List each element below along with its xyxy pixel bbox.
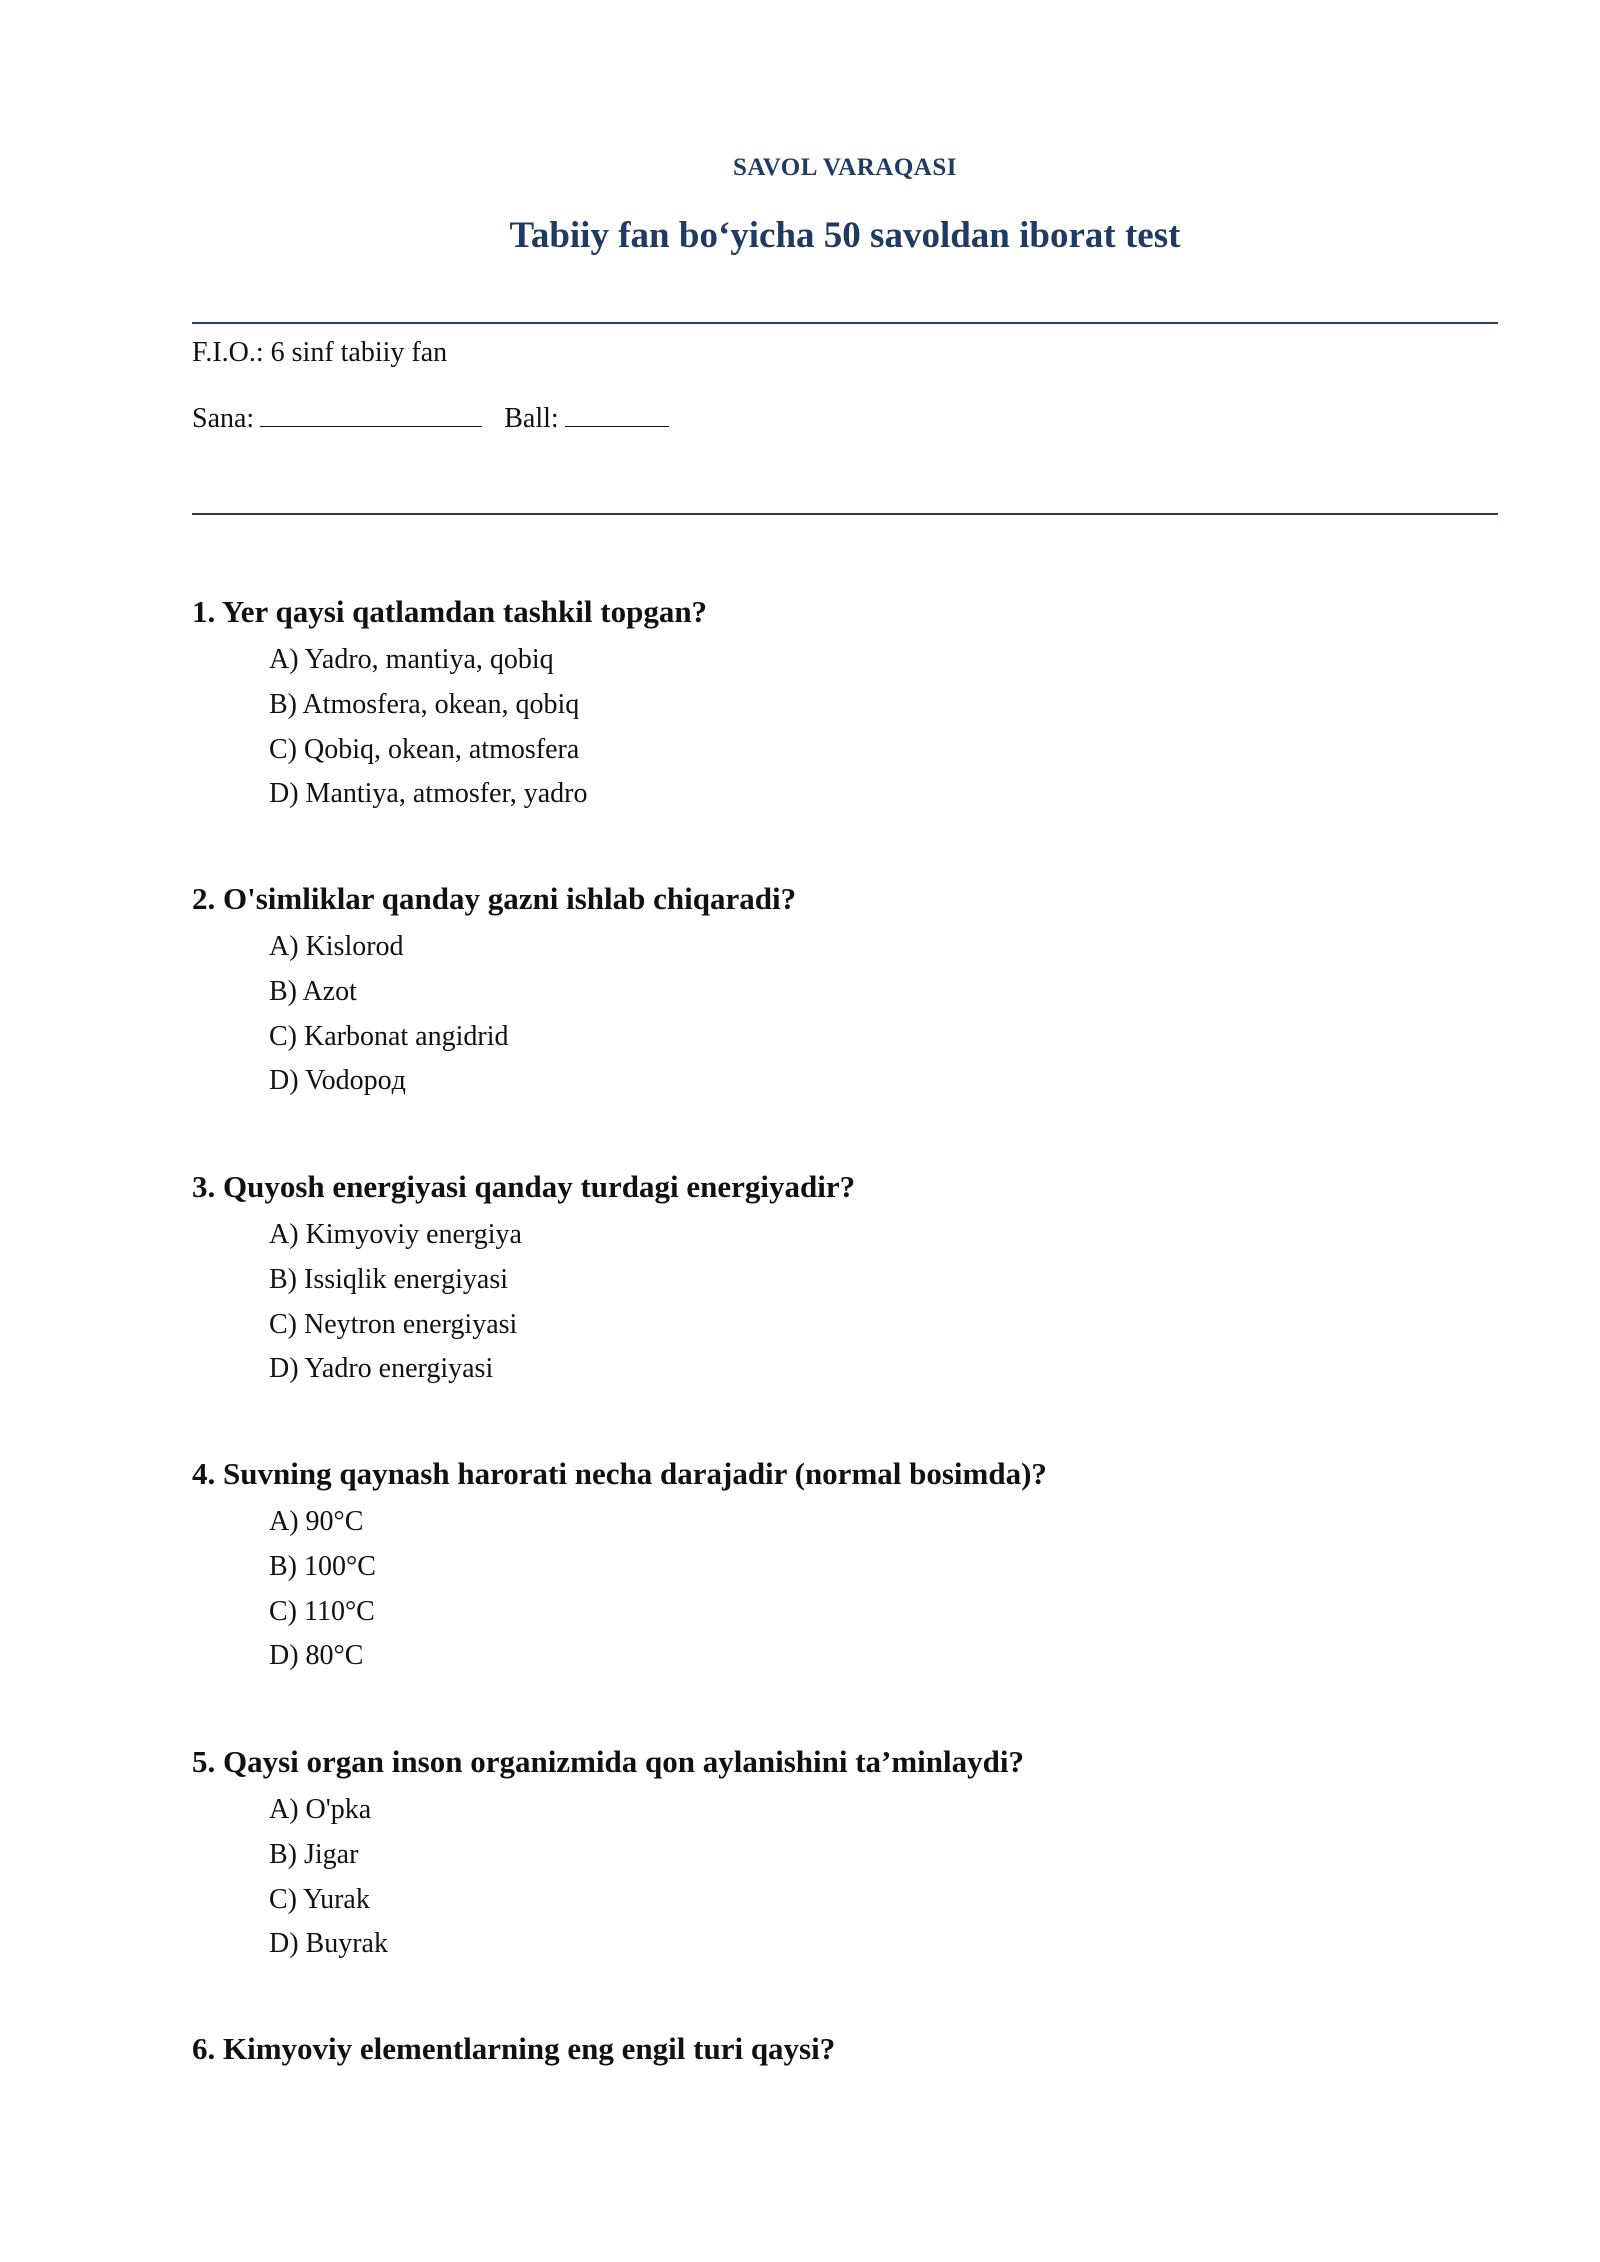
option-list [269, 1788, 1498, 1967]
option-c: C) Neytron energiyasi [269, 1308, 518, 1340]
option-d: D) Vodopoд [269, 1065, 406, 1097]
option-list [269, 925, 1498, 1104]
option-b: B) Atmosfera, okean, qobiq [269, 688, 580, 720]
date-blank [260, 404, 482, 427]
option-b: B) Jigar [269, 1838, 359, 1870]
question-item [192, 2027, 1498, 2071]
option-list [269, 1500, 1498, 1679]
sheet-label: SAVOL VARAQASI [733, 154, 957, 181]
question-text: 1. Yer qaysi qatlamdan tashkil topgan? [192, 594, 708, 629]
question-item [192, 877, 1498, 1104]
option-c: C) Yurak [269, 1883, 370, 1915]
option-b: B) Azot [269, 975, 357, 1007]
question-text: 4. Suvning qaynash harorati necha darajadir (normal bosimda)? [192, 1456, 1047, 1491]
question-item [192, 1452, 1498, 1679]
option-b: B) Issiqlik energiyasi [269, 1263, 509, 1295]
score-blank [565, 404, 669, 427]
page-title: Tabiiy fan bo‘yicha 50 savoldan iborat test [509, 215, 1181, 256]
question-item [192, 590, 1498, 817]
option-c: C) Qobiq, okean, atmosfera [269, 733, 580, 765]
option-c: C) 110°C [269, 1595, 375, 1627]
bottom-divider [192, 513, 1498, 515]
option-d: D) 80°C [269, 1640, 364, 1672]
question-text: 3. Quyosh energiyasi qanday turdagi energiyadir? [192, 1169, 856, 1204]
option-d: D) Mantiya, atmosfer, yadro [269, 778, 588, 810]
option-a: A) Kimyoviy energiya [269, 1219, 522, 1250]
option-list [269, 638, 1498, 817]
option-c: C) Karbonat angidrid [269, 1020, 509, 1052]
question-item [192, 1165, 1498, 1392]
option-b: B) 100°C [269, 1550, 376, 1582]
option-a: A) O'pka [269, 1794, 372, 1825]
option-a: A) Yadro, mantiya, qobiq [269, 644, 554, 675]
date-score-line [192, 403, 669, 435]
score-label: Ball: [504, 403, 559, 434]
top-divider [192, 322, 1498, 324]
question-text: 6. Kimyoviy elementlarning eng engil turi qaysi? [192, 2031, 836, 2066]
date-label: Sana: [192, 403, 255, 434]
option-a: A) Kislorod [269, 931, 404, 962]
option-a: A) 90°C [269, 1506, 364, 1537]
question-text: 2. O'simliklar qanday gazni ishlab chiqaradi? [192, 881, 797, 916]
question-item [192, 1740, 1498, 1967]
student-name-line: F.I.O.: 6 sinf tabiiy fan [192, 337, 448, 368]
option-list [269, 1213, 1498, 1392]
option-d: D) Buyrak [269, 1928, 388, 1960]
question-text: 5. Qaysi organ inson organizmida qon aylanishini ta’minlaydi? [192, 1744, 1025, 1779]
option-d: D) Yadro energiyasi [269, 1353, 494, 1385]
